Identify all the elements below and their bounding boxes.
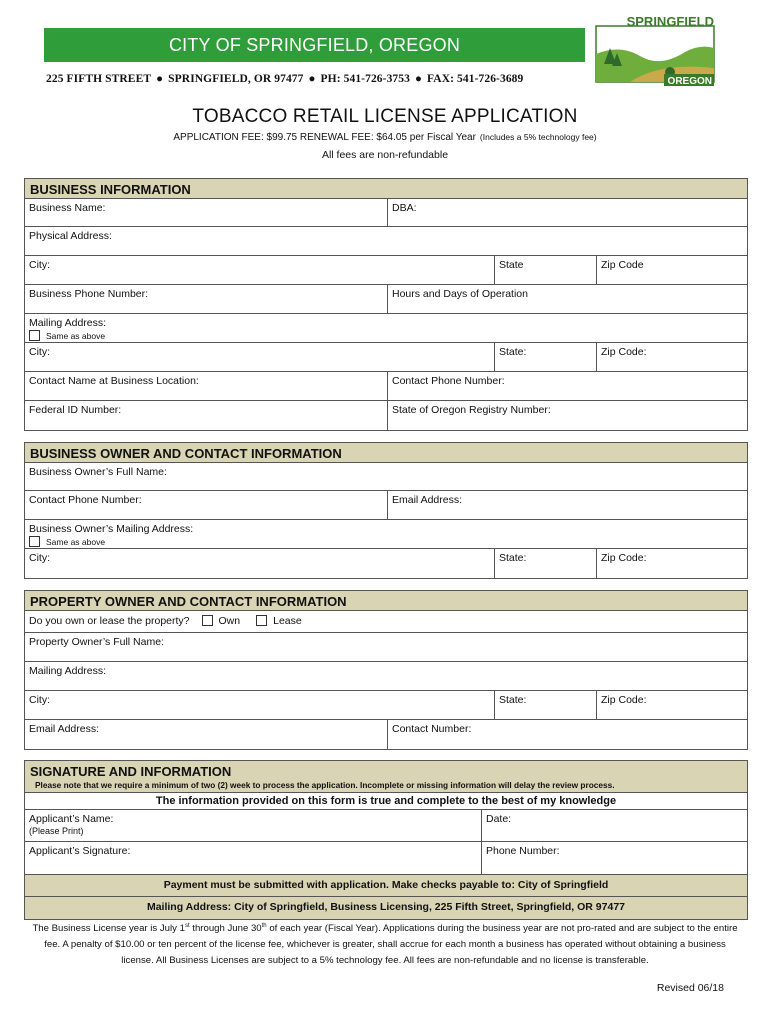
field-label: City:	[29, 552, 50, 564]
payment-instructions: Payment must be submitted with application. Make checks payable to: City of Springfield	[25, 875, 747, 897]
field-label: Email Address:	[29, 723, 100, 735]
field-label: Business Owner’s Full Name:	[29, 466, 167, 478]
section-heading: PROPERTY OWNER AND CONTACT INFORMATION	[25, 591, 747, 611]
owner-state-field[interactable]	[495, 549, 597, 578]
nonrefundable-note: All fees are non-refundable	[321, 149, 449, 161]
form-row	[25, 491, 747, 520]
field-sublabel: (Please Print)	[29, 826, 84, 836]
citystate-text: SPRINGFIELD, OR 97477	[168, 73, 304, 85]
form-row	[25, 372, 747, 401]
dba-field[interactable]	[388, 199, 747, 226]
form-row	[25, 401, 747, 430]
physical-address-field[interactable]	[25, 227, 747, 255]
form-row	[25, 343, 747, 372]
owner-email-field[interactable]	[388, 491, 747, 519]
field-label: City:	[29, 259, 50, 271]
field-label: State:	[499, 552, 527, 564]
section-heading: BUSINESS OWNER AND CONTACT INFORMATION	[25, 443, 747, 463]
property-email-field[interactable]	[25, 720, 388, 749]
business-name-field[interactable]	[25, 199, 388, 226]
field-label: Date:	[486, 813, 512, 825]
field-label: Applicant’s Signature:	[29, 845, 131, 857]
owner-full-name-field[interactable]	[25, 463, 747, 490]
form-row	[25, 633, 747, 662]
section-heading: BUSINESS INFORMATION	[25, 179, 747, 199]
bullet-icon: ●	[156, 73, 164, 85]
springfield-logo	[590, 14, 720, 90]
owner-phone-field[interactable]	[25, 491, 388, 519]
signature-section	[24, 760, 748, 920]
form-row	[25, 256, 747, 285]
checkbox-label: Lease	[273, 615, 302, 627]
registry-number-field[interactable]	[388, 401, 747, 430]
form-row	[25, 810, 747, 842]
section-heading: SIGNATURE AND INFORMATION	[25, 761, 747, 779]
superscript: th	[261, 923, 267, 929]
applicant-name-field[interactable]	[25, 810, 482, 841]
lease-checkbox[interactable]	[256, 615, 267, 626]
form-row	[25, 662, 747, 691]
field-label: Business Phone Number:	[29, 288, 149, 300]
hours-field[interactable]	[388, 285, 747, 313]
contact-name-field[interactable]	[25, 372, 388, 400]
form-row	[25, 842, 747, 875]
field-label: Zip Code:	[601, 552, 647, 564]
fee-text: APPLICATION FEE: $99.75 RENEWAL FEE: $64.05 per Fiscal Year	[173, 132, 476, 143]
applicant-phone-field[interactable]	[482, 842, 747, 874]
checkbox-label: Same as above	[46, 331, 106, 341]
field-label: City:	[29, 346, 50, 358]
field-label: Zip Code	[601, 259, 644, 271]
city-address	[44, 73, 585, 85]
owner-mailing-field[interactable]	[25, 520, 747, 548]
field-label: Zip Code:	[601, 346, 647, 358]
property-zip-field[interactable]	[597, 691, 747, 719]
form-row	[25, 611, 747, 633]
certification-statement: The information provided on this form is true and complete to the best of my knowledge	[25, 793, 747, 810]
checkbox-label: Own	[218, 615, 241, 627]
bullet-icon: ●	[308, 73, 316, 85]
logo-bottom-text: OREGON	[667, 76, 712, 87]
field-label: State:	[499, 346, 527, 358]
form-row	[25, 549, 747, 578]
mailing-city-field[interactable]	[25, 343, 495, 371]
contact-phone-field[interactable]	[388, 372, 747, 400]
date-field[interactable]	[482, 810, 747, 841]
applicant-signature-field[interactable]	[25, 842, 482, 874]
zip-field[interactable]	[597, 256, 747, 284]
same-as-above-checkbox[interactable]	[29, 330, 40, 341]
state-field[interactable]	[495, 256, 597, 284]
property-state-field[interactable]	[495, 691, 597, 719]
property-owner-section	[24, 590, 748, 750]
field-label: DBA:	[392, 202, 417, 214]
federal-id-field[interactable]	[25, 401, 388, 430]
field-label: Do you own or lease the property?	[29, 615, 190, 627]
field-label: Contact Phone Number:	[29, 494, 142, 506]
field-label: Applicant’s Name:	[29, 813, 114, 825]
terms-text: of each year (Fiscal Year). Applications during the business year are not pro-rated and are subject to the entire fee. A penalty of $10.00 or ten percent of the license fee, whichever is greater, shall accrue for each month a business has operated without obtaining a business license. All Business Licenses are subject to a 5% technology fee. All fees are non-refundable and no license is transferable.	[44, 923, 738, 967]
property-mailing-field[interactable]	[25, 662, 747, 690]
field-label: Business Name:	[29, 202, 106, 214]
field-label: Property Owner’s Full Name:	[29, 636, 164, 648]
phone-text: PH: 541-726-3753	[320, 73, 410, 85]
fax-text: FAX: 541-726-3689	[427, 73, 524, 85]
property-city-field[interactable]	[25, 691, 495, 719]
field-label: State of Oregon Registry Number:	[392, 404, 551, 416]
fee-line	[0, 132, 770, 143]
processing-note: Please note that we require a minimum of two (2) week to process the application. Incomplete or missing information will delay the review process.	[25, 779, 747, 793]
own-checkbox[interactable]	[202, 615, 213, 626]
field-label: City:	[29, 694, 50, 706]
field-label: Mailing Address:	[29, 665, 107, 677]
checkbox-label: Same as above	[46, 537, 106, 547]
superscript: st	[184, 923, 190, 929]
own-or-lease-field	[25, 611, 747, 632]
business-owner-section	[24, 442, 748, 579]
property-owner-name-field[interactable]	[25, 633, 747, 661]
same-as-above	[29, 330, 743, 341]
terms-text: through June 30	[189, 923, 262, 935]
mailing-state-field[interactable]	[495, 343, 597, 371]
business-phone-field[interactable]	[25, 285, 388, 313]
field-label: Contact Name at Business Location:	[29, 375, 199, 387]
form-row	[25, 691, 747, 720]
revision-date: Revised 06/18	[656, 982, 724, 994]
field-label: State	[499, 259, 524, 271]
form-row	[25, 285, 747, 314]
owner-zip-field[interactable]	[597, 549, 747, 578]
form-row	[25, 720, 747, 749]
field-label: Federal ID Number:	[29, 404, 122, 416]
city-banner: CITY OF SPRINGFIELD, OREGON	[44, 28, 585, 62]
same-as-above	[29, 536, 743, 547]
field-label: Physical Address:	[29, 230, 112, 242]
form-row	[25, 314, 747, 343]
street-text: 225 FIFTH STREET	[46, 73, 152, 85]
field-label: Contact Phone Number:	[392, 375, 505, 387]
field-label: Contact Number:	[392, 723, 472, 735]
business-information-section	[24, 178, 748, 431]
field-label: Business Owner’s Mailing Address:	[29, 523, 194, 535]
form-row	[25, 199, 747, 227]
form-row	[25, 227, 747, 256]
form-row	[25, 520, 747, 549]
mailing-address-field[interactable]	[25, 314, 747, 342]
field-label: Zip Code:	[601, 694, 647, 706]
logo-top-text: SPRINGFIELD	[626, 14, 714, 29]
mailing-zip-field[interactable]	[597, 343, 747, 371]
field-label: Mailing Address:	[29, 317, 107, 329]
field-label: Phone Number:	[486, 845, 560, 857]
same-as-above-checkbox[interactable]	[29, 536, 40, 547]
owner-city-field[interactable]	[25, 549, 495, 578]
bullet-icon: ●	[414, 73, 423, 85]
field-label: Hours and Days of Operation	[392, 288, 528, 300]
property-contact-number-field[interactable]	[388, 720, 747, 749]
field-label: State:	[499, 694, 527, 706]
city-field[interactable]	[25, 256, 495, 284]
terms-text: The Business License year is July 1	[32, 923, 185, 935]
fee-note: (Includes a 5% technology fee)	[479, 132, 597, 142]
form-row	[25, 463, 747, 491]
mailing-address-instructions: Mailing Address: City of Springfield, Business Licensing, 225 Fifth Street, Springfield, OR 97477	[25, 897, 747, 919]
license-terms	[28, 918, 742, 969]
field-label: Email Address:	[392, 494, 463, 506]
document-title: TOBACCO RETAIL LICENSE APPLICATION	[192, 106, 578, 127]
